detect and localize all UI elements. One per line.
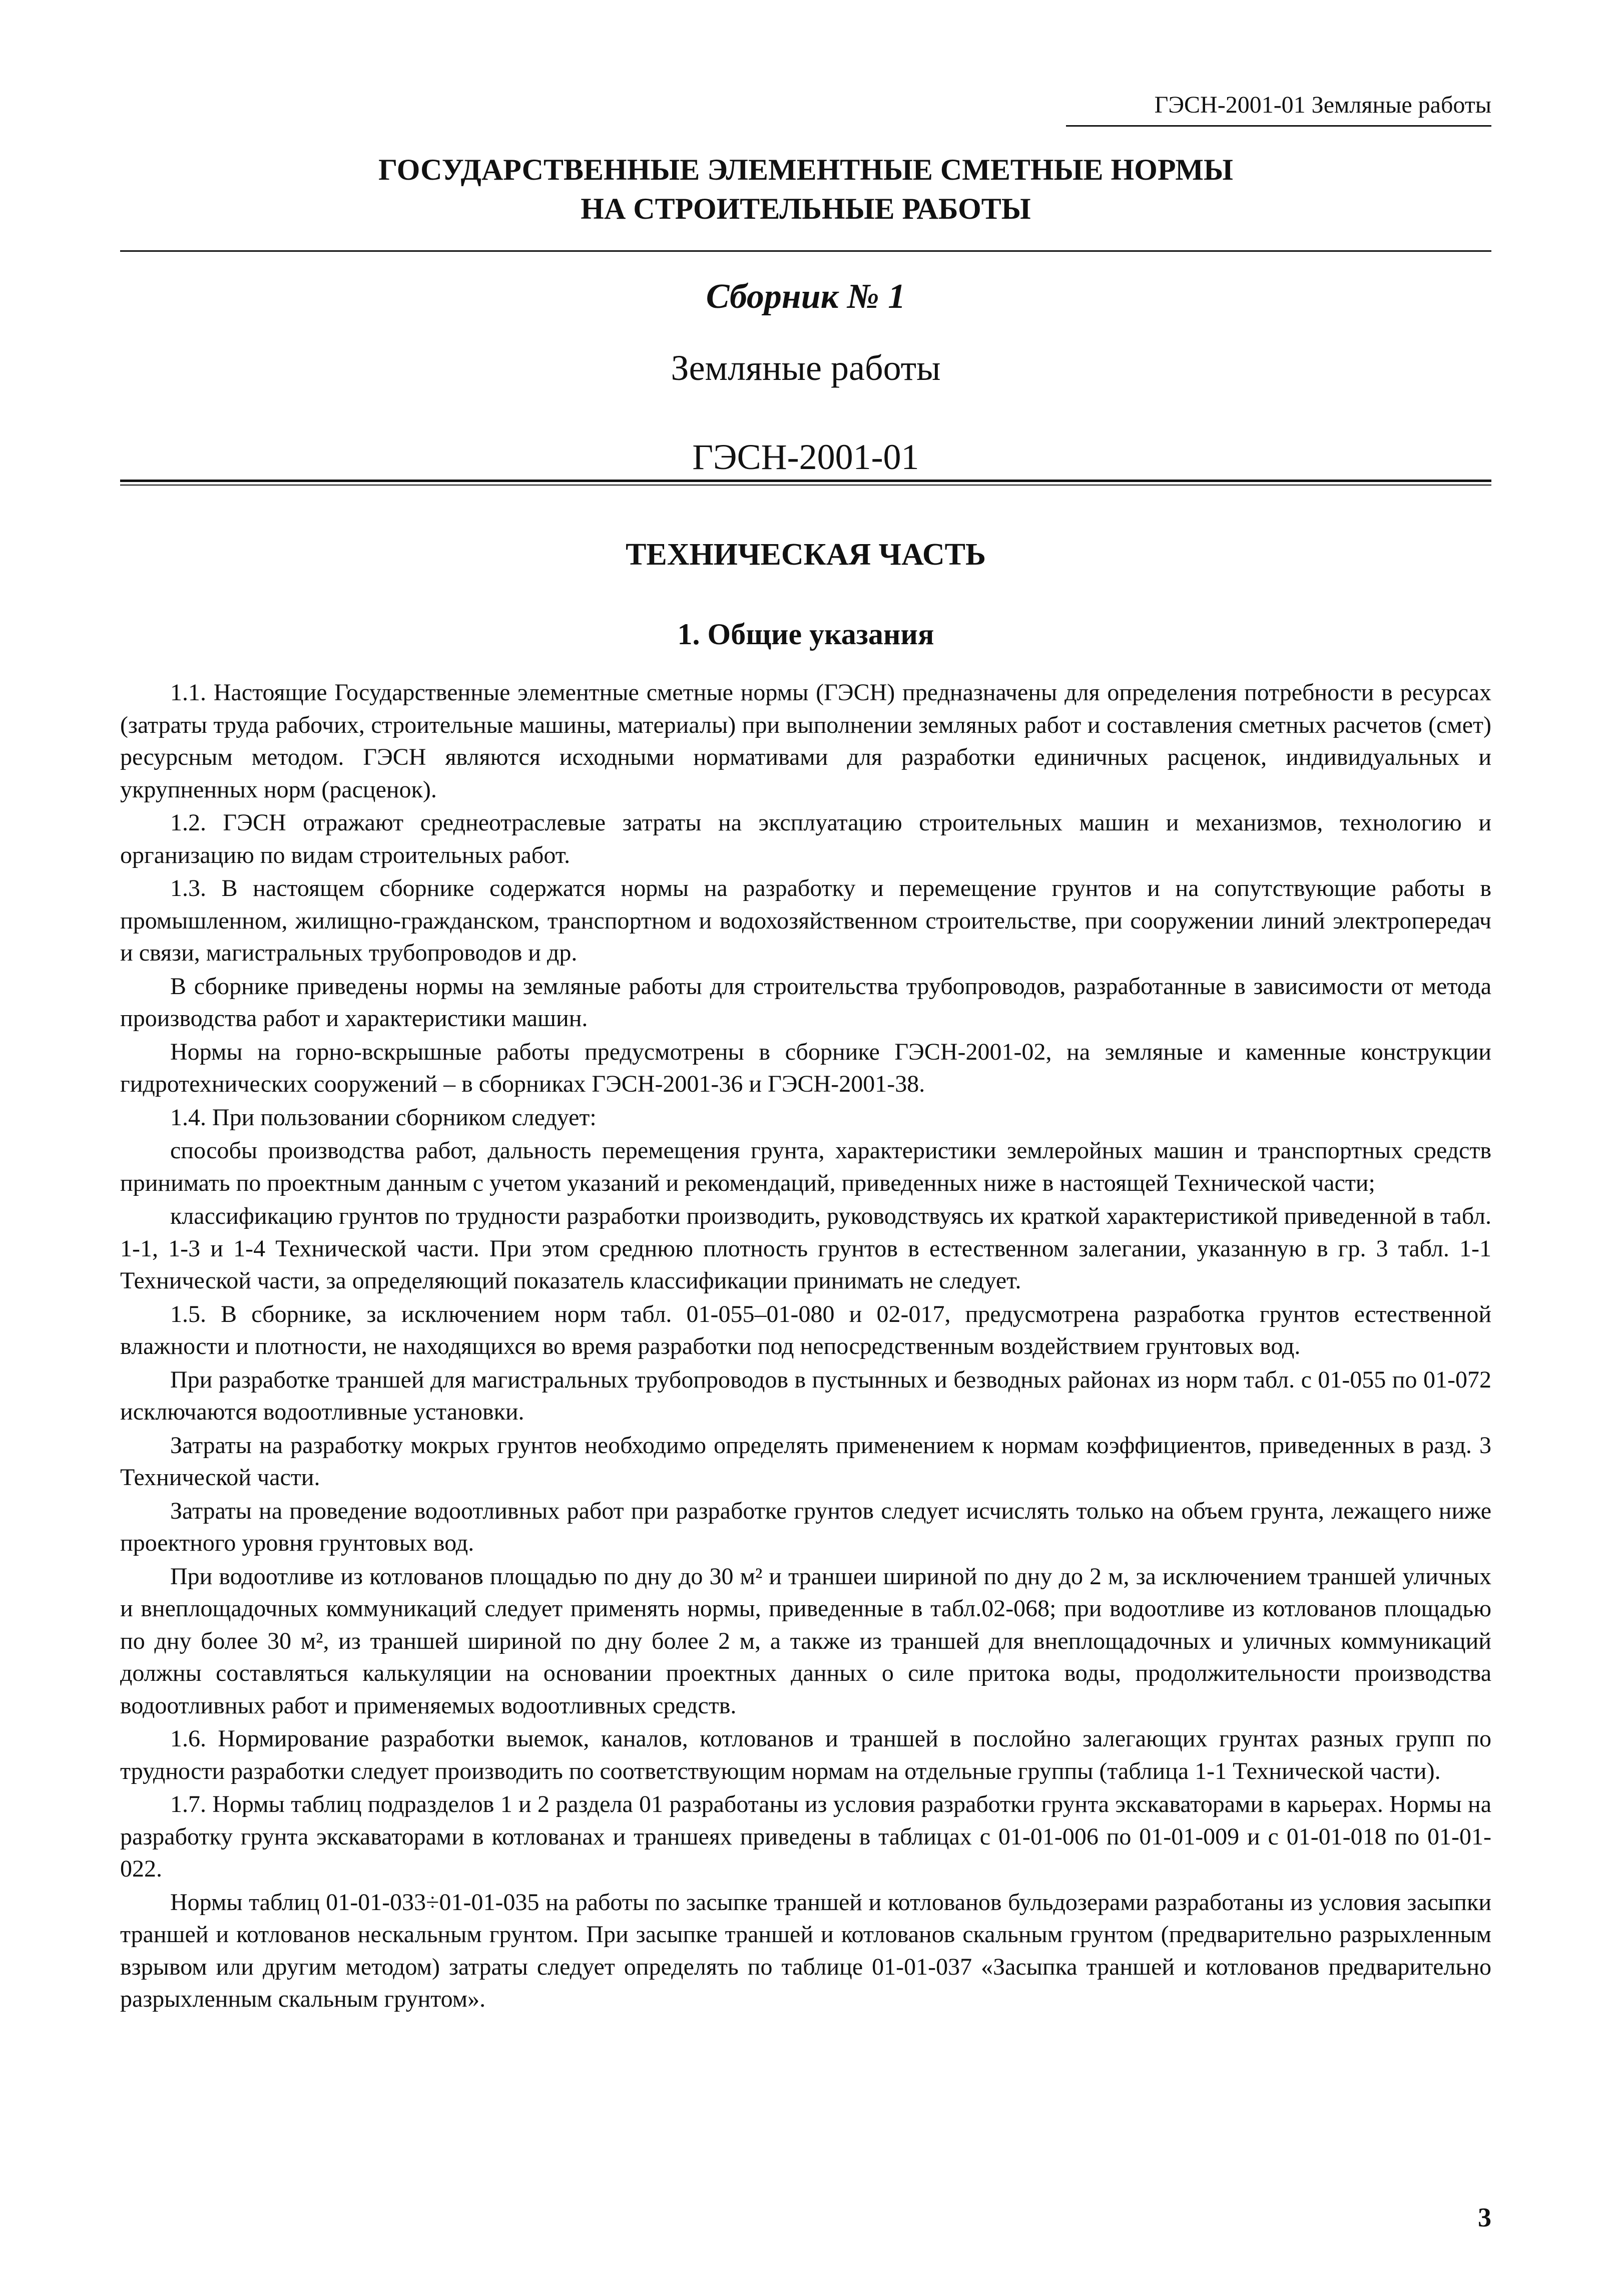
title-rule (120, 250, 1491, 252)
code-rule-thick (120, 480, 1491, 482)
paragraph: 1.7. Нормы таблиц подразделов 1 и 2 раздела 01 разработаны из условия разработки грунта экскаваторами в карьерах. Нормы на разработку грунта экскаваторами в котлованах и траншеях приведены в таблицах с 01-01-006 по 01-01-009 и с 01-01-018 по 01-01-022. (120, 1791, 1491, 1882)
code-rule-thin (120, 485, 1491, 486)
paragraph: Затраты на разработку мокрых грунтов необходимо определять применением к нормам коэффициентов, приведенных в разд. 3 Технической части. (120, 1432, 1491, 1491)
paragraph: Нормы на горно-вскрышные работы предусмотрены в сборнике ГЭСН-2001-02, на земляные и каменные конструкции гидротехнических сооружений – в сборниках ГЭСН-2001-36 и ГЭСН-2001-38. (120, 1038, 1491, 1097)
paragraph: 1.5. В сборнике, за исключением норм табл. 01-055–01-080 и 02-017, предусмотрена разработка грунтов естественной влажности и плотности, не находящихся во время разработки под непосредственным воздействием грунтовых вод. (120, 1300, 1491, 1359)
paragraph: 1.6. Нормирование разработки выемок, каналов, котлованов и траншей в послойно залегающих грунтах разных групп по трудности разработки следует производить по соответствующим нормам на отдельные группы (таблица 1-1 Технической части). (120, 1725, 1491, 1784)
collection-code: ГЭСН-2001-01 (692, 437, 919, 477)
paragraph: 1.1. Настоящие Государственные элементные сметные нормы (ГЭСН) предназначены для определения потребности в ресурсах (затраты труда рабочих, строительные машины, материалы) при выполнении земляных работ и составления сметных расчетов (смет) ресурсным методом. ГЭСН являются исходными нормативами для разработки единичных расценок, индивидуальных и укрупненных норм (расценок). (120, 679, 1491, 803)
page-number: 3 (1478, 2202, 1491, 2232)
paragraph: способы производства работ, дальность перемещения грунта, характеристики землеройных машин и транспортных средств принимать по проектным данным с учетом указаний и рекомендаций, приведенных ниже в настоящей Технической части; (120, 1137, 1491, 1196)
document-title-line-1: ГОСУДАРСТВЕННЫЕ ЭЛЕМЕНТНЫЕ СМЕТНЫЕ НОРМЫ (378, 153, 1233, 186)
paragraph: Затраты на проведение водоотливных работ при разработке грунтов следует исчислять только на объем грунта, лежащего ниже проектного уровня грунтовых вод. (120, 1497, 1491, 1556)
section-title: ТЕХНИЧЕСКАЯ ЧАСТЬ (626, 538, 986, 572)
paragraph: 1.2. ГЭСН отражают среднеотраслевые затраты на эксплуатацию строительных машин и механизмов, технологию и организацию по видам строительных работ. (120, 809, 1491, 868)
running-head-rule (1066, 125, 1491, 127)
paragraph: классификацию грунтов по трудности разработки производить, руководствуясь их краткой характеристикой приведенной в табл. 1-1, 1-3 и 1-4 Технической части. При этом среднюю плотность грунтов в естественном залегании, указанную в гр. 3 табл. 1-1 Технической части, за определяющий показатель классификации принимать не следует. (120, 1203, 1491, 1294)
paragraph: При водоотливе из котлованов площадью по дну до 30 м² и траншеи шириной по дну до 2 м, за исключением траншей уличных и внеплощадочных коммуникаций следует применять нормы, приведенные в табл.02-068; при водоотливе из котлованов площадью по дну более 30 м², из траншей шириной по дну более 2 м, а также из траншей для внеплощадочных и уличных коммуникаций должны составляться калькуляции на основании проектных данных о силе притока воды, продолжительности производства водоотливных работ и применяемых водоотливных средств. (120, 1563, 1491, 1719)
paragraph: При разработке траншей для магистральных трубопроводов в пустынных и безводных районах из норм табл. с 01-055 по 01-072 исключаются водоотливные установки. (120, 1366, 1491, 1425)
collection-subject: Земляные работы (671, 348, 941, 388)
paragraph: Нормы таблиц 01-01-033÷01-01-035 на работы по засыпке траншей и котлованов бульдозерами разработаны из условия засыпки траншей и котлованов нескальным грунтом. При засыпке траншей и котлованов скальным грунтом (предварительно разрыхленным взрывом или другим методом) затраты следует определять по таблице 01-01-037 «Засыпка траншей и котлованов предварительно разрыхленным скальным грунтом». (120, 1889, 1491, 2012)
paragraph: В сборнике приведены нормы на земляные работы для строительства трубопроводов, разработанные в зависимости от метода производства работ и характеристики машин. (120, 973, 1491, 1032)
document-title-line-2: НА СТРОИТЕЛЬНЫЕ РАБОТЫ (581, 192, 1031, 225)
running-head: ГЭСН-2001-01 Земляные работы (1154, 92, 1491, 118)
body-text (120, 677, 1491, 2017)
document-title (120, 150, 1491, 228)
paragraph: 1.4. При пользовании сборником следует: (170, 1104, 597, 1131)
subsection-title: 1. Общие указания (677, 618, 934, 651)
paragraph: 1.3. В настоящем сборнике содержатся нормы на разработку и перемещение грунтов и на сопутствующие работы в промышленном, жилищно-гражданском, транспортном и водохозяйственном строительстве, при сооружении линий электропередач и связи, магистральных трубопроводов и др. (120, 875, 1491, 966)
collection-number: Сборник № 1 (706, 277, 906, 316)
